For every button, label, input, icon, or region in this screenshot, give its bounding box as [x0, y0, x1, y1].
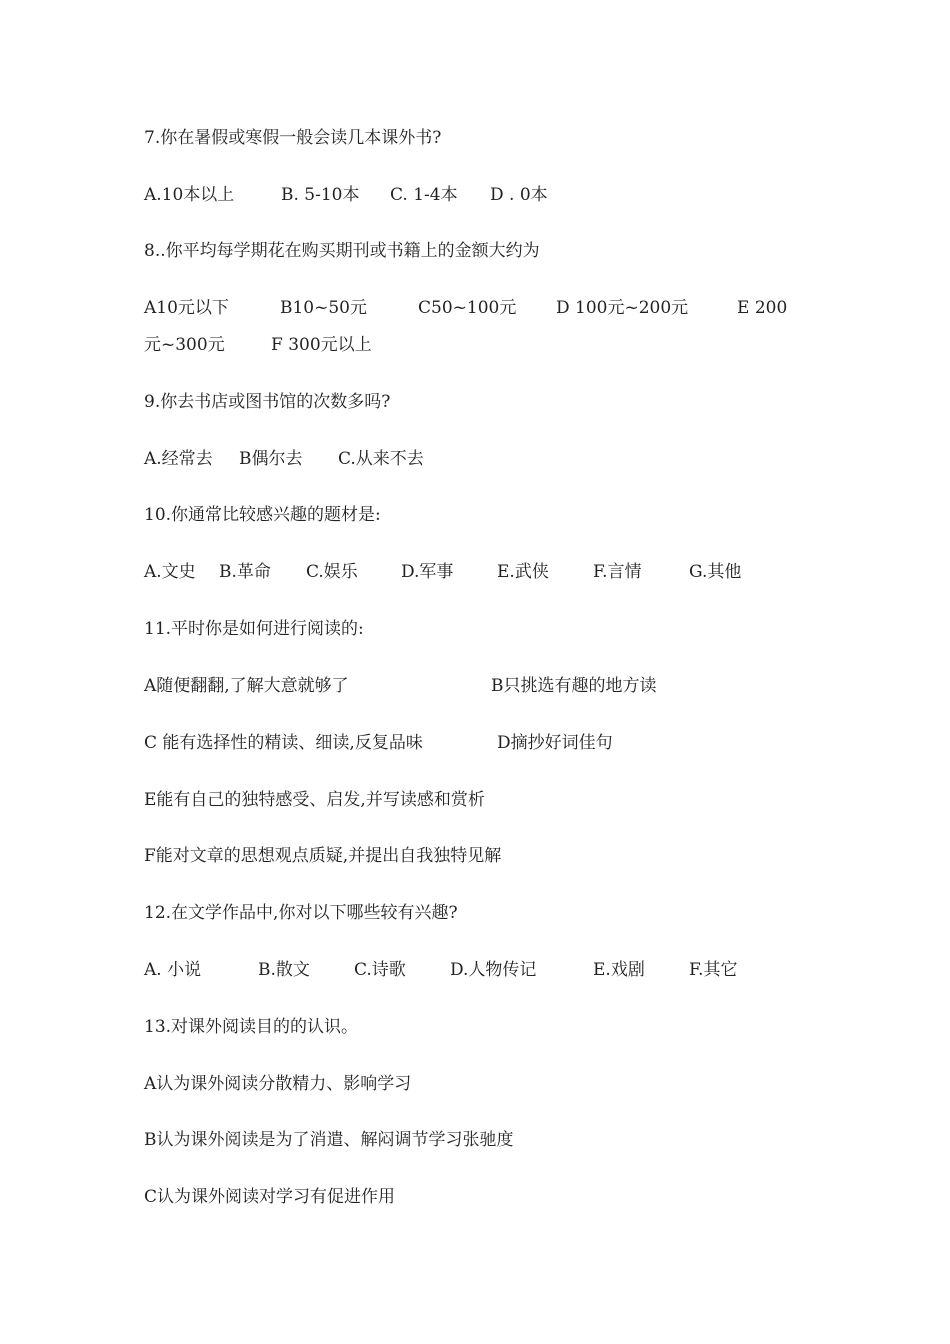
q8-option-e: E 200: [737, 298, 788, 318]
q13-option-b: B认为课外阅读是为了消遣、解闷调节学习张驰度: [144, 1130, 514, 1150]
q8-option-d: D 100元~200元: [556, 298, 689, 318]
q8-option-a: A10元以下: [144, 298, 229, 318]
q9-option-a: A.经常去: [144, 449, 213, 469]
q8-option-f: F 300元以上: [271, 335, 372, 355]
q13-option-c: C认为课外阅读对学习有促进作用: [144, 1187, 396, 1207]
q12-option-d: D.人物传记: [450, 960, 537, 980]
q8-option-e-cont: 元~300元: [144, 335, 225, 355]
q13-option-a: A认为课外阅读分散精力、影响学习: [144, 1074, 412, 1094]
q7-option-d: D . 0本: [490, 185, 548, 205]
q10-option-f: F.言情: [593, 562, 642, 582]
q11-option-d: D摘抄好词佳句: [497, 733, 613, 753]
question-11: 11.平时你是如何进行阅读的:: [144, 619, 364, 639]
q10-option-b: B.革命: [219, 562, 271, 582]
q11-option-e: E能有自己的独特感受、启发,并写读感和赏析: [144, 790, 485, 810]
q10-option-c: C.娱乐: [306, 562, 358, 582]
q8-option-c: C50~100元: [418, 298, 517, 318]
q9-option-c: C.从来不去: [338, 449, 424, 469]
q12-option-f: F.其它: [689, 960, 738, 980]
q10-option-a: A.文史: [144, 562, 196, 582]
question-8: 8..你平均每学期花在购买期刊或书籍上的金额大约为: [144, 241, 540, 261]
q12-option-b: B.散文: [258, 960, 310, 980]
question-9: 9.你去书店或图书馆的次数多吗?: [144, 392, 391, 412]
q12-option-e: E.戏剧: [593, 960, 645, 980]
question-7: 7.你在暑假或寒假一般会读几本课外书?: [144, 128, 442, 148]
q11-option-b: B只挑选有趣的地方读: [491, 676, 657, 696]
q11-option-f: F能对文章的思想观点质疑,并提出自我独特见解: [144, 846, 502, 866]
q11-option-c: C 能有选择性的精读、细读,反复品味: [144, 733, 423, 753]
q12-option-c: C.诗歌: [354, 960, 406, 980]
q8-option-b: B10~50元: [280, 298, 368, 318]
question-13: 13.对课外阅读目的的认识。: [144, 1017, 359, 1037]
q7-option-a: A.10本以上: [144, 185, 235, 205]
q12-option-a: A. 小说: [144, 960, 202, 980]
q7-option-c: C. 1-4本: [390, 185, 458, 205]
question-10: 10.你通常比较感兴趣的题材是:: [144, 505, 381, 525]
q7-option-b: B. 5-10本: [281, 185, 360, 205]
q10-option-e: E.武侠: [497, 562, 549, 582]
q10-option-d: D.军事: [401, 562, 454, 582]
q9-option-b: B偶尔去: [239, 449, 303, 469]
q11-option-a: A随便翻翻,了解大意就够了: [144, 676, 349, 696]
q10-option-g: G.其他: [689, 562, 742, 582]
question-12: 12.在文学作品中,你对以下哪些较有兴趣?: [144, 903, 458, 923]
